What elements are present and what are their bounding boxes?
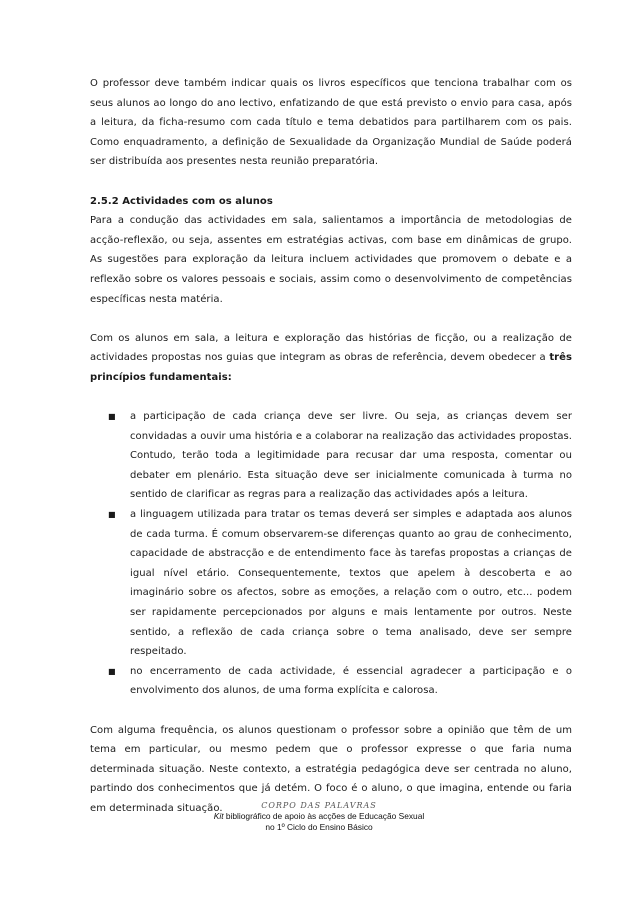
- spacer: [90, 388, 572, 408]
- section-paragraph: Para a condução das actividades em sala, salientamos a importância de metodologias de acção-reflexão, ou seja, assentes em estratégias activas, com base em dinâmicas de grupo. As sugestões para exploração da leitura incluem actividades que promovem o debate e a reflexão sobre os valores pessoais e sociais, assim como o desenvolvimento de competências específicas nesta matéria.: [90, 215, 572, 305]
- footer-brand-logo: CORPO DAS PALAVRAS: [261, 801, 377, 810]
- list-item: [90, 662, 572, 701]
- square-bullet-icon: ■: [108, 510, 116, 520]
- square-bullet-icon: ■: [108, 412, 116, 422]
- list-item: [90, 407, 572, 505]
- principles-intro-text: Com os alunos em sala, a leitura e exploração das histórias de ficção, ou a realização de actividades propostas nos guias que integram as obras de referência, devem obedecer a: [90, 332, 572, 364]
- square-bullet-icon: ■: [108, 666, 116, 676]
- footer-kit-word: Kit: [213, 811, 224, 821]
- spacer: [90, 701, 572, 721]
- footer-line-2: no 1º Ciclo do Ensino Básico: [265, 822, 373, 832]
- list-item-text: a linguagem utilizada para tratar os temas deverá ser simples e adaptada aos alunos de cada turma. É comum observarem-se diferenças quanto ao grau de conhecimento, capacidade de abstracção e de entendimento face às tarefas propostas a crianças de igual nível etário. Consequentemente, textos que apelem à descoberta e ao imaginário sobre os afectos, sobre as emoções, a relação com o outro, etc... podem ser rapidamente percepcionados por alguns e mais lentamente por outros. Neste sentido, a reflexão de cada criança sobre o tema analisado, deve ser sempre respeitado.: [130, 509, 572, 658]
- list-item-text: no encerramento de cada actividade, é essencial agradecer a participação e o envolvimento dos alunos, de uma forma explícita e calorosa.: [130, 665, 572, 697]
- principles-intro-bold: três princípios fundamentais:: [90, 352, 572, 383]
- footer-line-1-text: bibliográfico de apoio às acções de Educação Sexual: [223, 811, 425, 821]
- spacer: [90, 309, 572, 329]
- spacer: [90, 172, 572, 192]
- principles-intro-paragraph: [90, 329, 572, 388]
- intro-paragraph: O professor deve também indicar quais os livros específicos que tenciona trabalhar com os seus alunos ao longo do ano lectivo, enfatizando de que está previsto o envio para casa, após a leitura, da ficha-resumo com cada título e tema debatidos para partilharem com os pais. Como enquadramento, a definição de Sexualidade da Organização Mundial de Saúde poderá ser distribuída aos presentes nesta reunião preparatória.: [90, 78, 572, 168]
- footer-line-1: [0, 811, 638, 822]
- page-footer: [0, 800, 638, 833]
- section-heading: 2.5.2 Actividades com os alunos: [90, 195, 273, 207]
- document-body: [90, 74, 572, 819]
- list-item-text: a participação de cada criança deve ser livre. Ou seja, as crianças devem ser convidadas a ouvir uma história e a colaborar na realização das actividades propostas. Contudo, terão toda a legitimidade para recusar dar uma resposta, comentar ou debater em plenário. Esta situação deve ser inicialmente comunicada à turma no sentido de clarificar as regras para a realização das actividades após a leitura.: [130, 411, 572, 501]
- list-item: [90, 505, 572, 662]
- principles-list: [90, 407, 572, 701]
- closing-paragraph: Com alguma frequência, os alunos questionam o professor sobre a opinião que têm de um tema em particular, ou mesmo pedem que o professor expresse o que faria numa determinada situação. Neste contexto, a estratégia pedagógica deve ser centrada no aluno, partindo dos conhecimentos que já detém. O foco é o aluno, o que imagina, entende ou faria em determinada situação.: [90, 724, 572, 814]
